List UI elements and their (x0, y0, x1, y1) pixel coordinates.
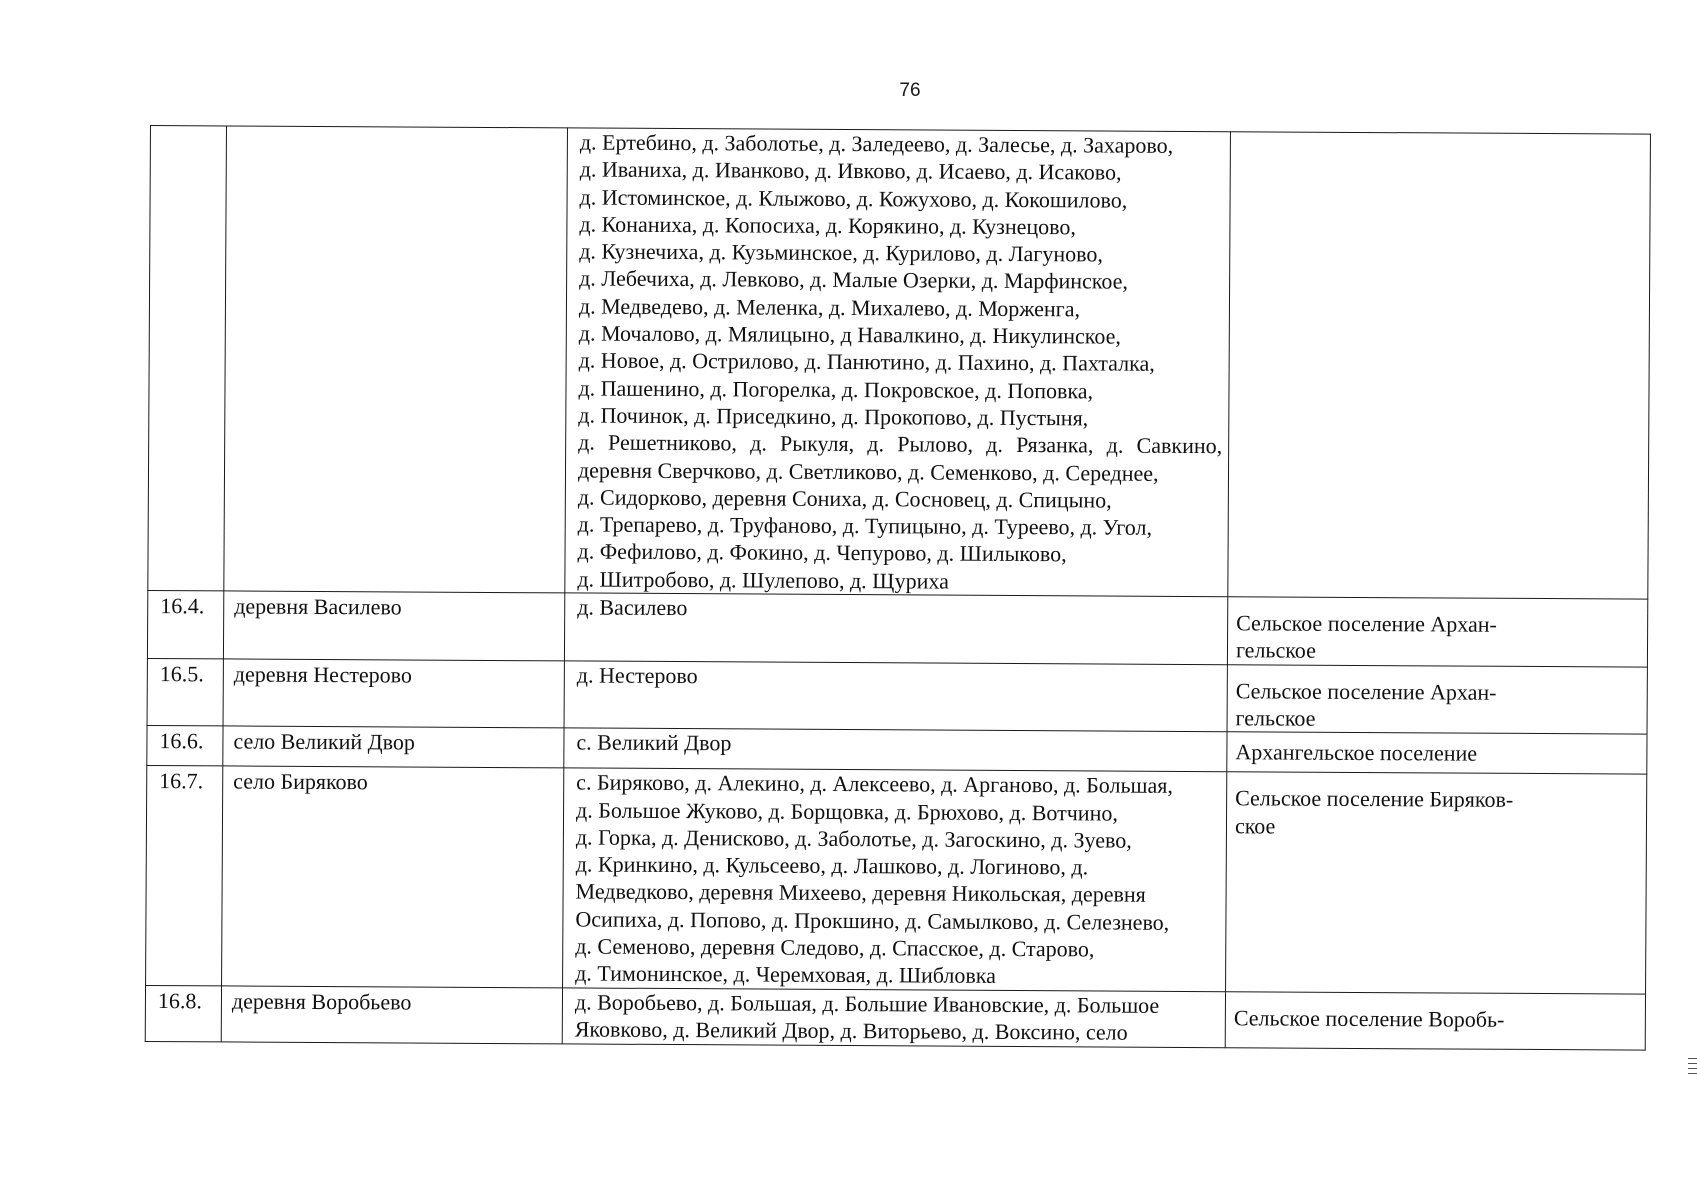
places-line: деревня Сверчково, д. Светликово, д. Семенково, д. Середнее, (577, 457, 1159, 486)
places-cell (564, 728, 1227, 772)
settlement-cell (1228, 132, 1651, 599)
settlement-cell (1225, 991, 1645, 1049)
table-row (147, 658, 1647, 734)
places-line: д. Ертебино, д. Заболотье, д. Заледеево, д. Залесье, д. Захарово, (579, 129, 1174, 158)
places-line: д. Шитробово, д. Шулепово, д. Щуриха (577, 566, 950, 594)
scan-edge-mark (1688, 1058, 1697, 1059)
places-cell (564, 661, 1227, 732)
locality-name-cell: деревня Нестерово (223, 659, 564, 729)
locality-name-cell: деревня Воробьево (221, 986, 562, 1044)
row-number-cell: 16.6. (147, 726, 223, 766)
locality-name-cell (224, 126, 568, 593)
places-line: д. Нестерово (576, 662, 698, 688)
places-cell (565, 128, 1231, 597)
settlement-line: Сельское поселение Архан- (1235, 677, 1497, 705)
places-line: д. Мочалово, д. Мялицыно, д Навалкино, д. Никулинское, (578, 320, 1121, 349)
places-line: д. Тимонинское, д. Черемховая, д. Шибловка (575, 960, 997, 989)
places-line: с. Биряково, д. Алекино, д. Алексеево, д. Арганово, д. Большая, (576, 769, 1173, 799)
places-line: д. Семеново, деревня Следово, д. Спасское, д. Старово, (575, 933, 1095, 962)
places-line: д. Трепарево, д. Труфаново, д. Тупицыно, д. Туреево, д. Угол, (577, 511, 1153, 540)
table-row (146, 766, 1647, 994)
places-cell (563, 768, 1227, 991)
locality-name-cell: село Биряково (222, 766, 564, 987)
row-number-cell: 16.7. (146, 766, 223, 986)
settlement-line: гельское (1235, 637, 1316, 664)
places-line: д. Сидорково, деревня Сониха, д. Сосновец, д. Спицыно, (577, 484, 1112, 513)
page-number: 76 (899, 80, 921, 101)
places-line: Яковково, д. Великий Двор, д. Виторьево, д. Воксино, село (574, 1016, 1128, 1045)
settlement-cell (1227, 732, 1647, 774)
places-line: д. Василево (577, 594, 688, 621)
row-number-cell: 16.8. (145, 985, 221, 1041)
row-number-cell: 16.4. (147, 591, 223, 659)
settlement-cell (1226, 772, 1647, 994)
places-line: д. Пашенино, д. Погорелка, д. Покровское, д. Поповка, (578, 375, 1094, 404)
table-row (148, 126, 1651, 600)
places-line: д. Фефилово, д. Фокино, д. Чепурово, д. Шилыково, (577, 538, 1067, 567)
scan-edge-marks (1688, 1058, 1697, 1078)
settlement-cell (1227, 664, 1647, 734)
places-cell (564, 593, 1227, 664)
places-line: д. Медведево, д. Меленка, д. Михалево, д. Морженга, (578, 293, 1081, 322)
places-line: д. Новое, д. Острилово, д. Панютино, д. Пахино, д. Пахталка, (578, 347, 1155, 377)
places-line: д. Истоминское, д. Клыжово, д. Кожухово, д. Кокошилово, (579, 184, 1128, 213)
places-line: д. Лебечиха, д. Левково, д. Малые Озерки, д. Марфинское, (579, 265, 1129, 295)
settlement-cell (1227, 597, 1647, 667)
places-line: д. Кузнечиха, д. Кузьминское, д. Курилово, д. Лагуново, (579, 238, 1103, 267)
row-number-cell (148, 126, 227, 591)
scan-edge-mark (1688, 1063, 1697, 1064)
scan-edge-mark (1688, 1068, 1697, 1069)
scan-edge-mark (1688, 1073, 1697, 1074)
places-line: д. Кринкино, д. Кульсеево, д. Лашково, д. Логиново, д. (575, 851, 1089, 880)
table-row (145, 985, 1645, 1050)
settlement-line: Архангельское поселение (1235, 739, 1478, 766)
places-line: д. Конаниха, д. Копосиха, д. Корякино, д. Кузнецово, (579, 211, 1077, 240)
places-line: д. Воробьево, д. Большая, д. Большие Ивановские, д. Большое (574, 989, 1160, 1018)
settlement-line: Сельское поселение Воробь- (1233, 1004, 1505, 1032)
settlement-line: гельское (1235, 705, 1316, 731)
settlement-line: ское (1234, 812, 1276, 839)
settlement-line: Сельское поселение Архан- (1236, 610, 1497, 637)
row-number-cell: 16.5. (147, 658, 223, 726)
settlement-line: Сельское поселение Биряков- (1235, 785, 1514, 813)
places-line: д. Решетниково, д. Рыкуля, д. Рылово, д. Рязанка, д. Савкино, (578, 429, 1223, 459)
places-line: д. Горка, д. Денисково, д. Заболотье, д. Загоскино, д. Зуево, (575, 824, 1132, 853)
places-line: Осипиха, д. Попово, д. Прокшино, д. Самылково, д. Селезнево, (575, 906, 1170, 935)
places-line: д. Большое Жуково, д. Борщовка, д. Брюхово, д. Вотчино, (575, 796, 1118, 826)
locality-name-cell: деревня Василево (223, 591, 564, 661)
places-line: д. Починок, д. Приседкино, д. Прокопово, д. Пустыня, (578, 402, 1089, 431)
places-line: с. Великий Двор (576, 729, 732, 756)
locality-name-cell: село Великий Двор (223, 726, 564, 768)
places-cell (562, 987, 1225, 1047)
settlements-table (145, 125, 1651, 1050)
table-row (147, 591, 1647, 667)
places-line: д. Иваниха, д. Иванково, д. Ивково, д. Исаево, д. Исаково, (579, 156, 1122, 185)
places-line: Медведково, деревня Михеево, деревня Никольская, деревня (575, 878, 1146, 908)
